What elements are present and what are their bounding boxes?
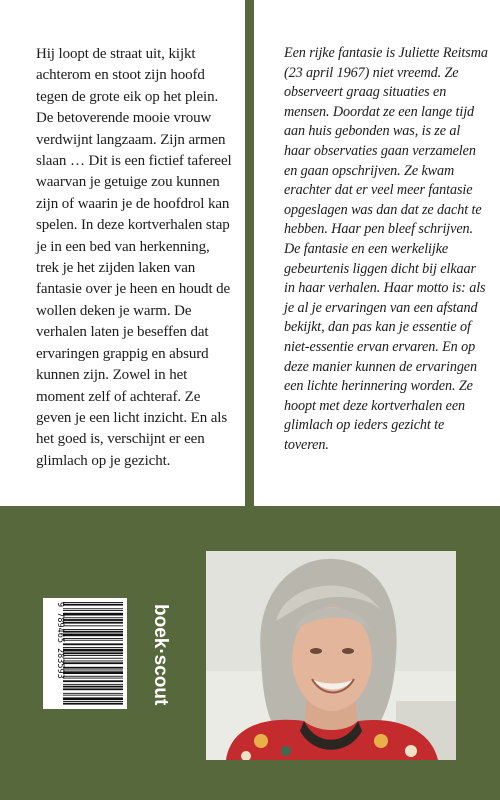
barcode-bar (63, 661, 123, 662)
barcode-bar (63, 671, 123, 674)
barcode-bar (63, 619, 123, 621)
barcode-bar (63, 643, 123, 645)
barcode-bars (63, 602, 123, 705)
barcode-bar (63, 662, 123, 664)
barcode-bar (63, 629, 123, 630)
barcode-bar (63, 613, 123, 616)
author-bio-panel (254, 0, 500, 506)
barcode-bar (63, 604, 123, 606)
barcode-bar (63, 684, 123, 685)
barcode-bar (63, 640, 123, 641)
barcode-bar (63, 602, 123, 603)
barcode-bar (63, 625, 123, 626)
blurb-panel (0, 0, 245, 506)
publisher-logo-text: boek·scout (150, 604, 171, 706)
barcode-bar (63, 638, 123, 639)
barcode-bar (63, 608, 123, 609)
barcode-bar (63, 658, 123, 659)
book-blurb: Hij loopt de straat uit, kijkt achterom en stoot zijn hoofd tegen de grote eik op het plein. De betoverende mooie vrouw verdwijnt langzaam. Zijn armen slaan … Dit is een fictief tafereel waarvan je getuige zou kunnen zijn of waarin je de hoofdrol kan spelen. In deze kortverhalen stap je in een bed van herkenning, trek je het zijden laken van fantasie over je heen en houdt de wollen deken je warm. De verhalen laten je beseffen dat ervaringen grappig en absurd kunnen zijn. Zowel in het moment zelf of achteraf. Ze geven je een licht inzicht. En als het goed is, verschijnt er een glimlach op je gezicht. (36, 46, 232, 469)
barcode-bar (63, 670, 123, 671)
barcode-bar (63, 693, 123, 694)
barcode-bar (63, 617, 123, 618)
barcode-bar (63, 667, 123, 669)
barcode-bar (63, 652, 123, 654)
barcode-bar (63, 634, 123, 637)
author-photo (206, 551, 456, 760)
isbn-barcode (43, 598, 127, 709)
barcode-bar (63, 655, 123, 656)
barcode-bar (63, 680, 123, 682)
barcode-bar (63, 649, 123, 652)
barcode-bar (63, 610, 123, 611)
barcode-bar (63, 695, 123, 696)
barcode-digits: 9 789465 283593 (55, 602, 65, 679)
publisher-logo (146, 602, 176, 720)
barcode-bar (63, 631, 123, 633)
barcode-bar (63, 701, 123, 702)
author-bio: Een rijke fantasie is Juliette Reitsma (23 april 1967) niet vreemd. Ze observeert graag situaties en mensen. Doordat ze een lange tijd aan huis gebonden was, is ze al haar observaties gaan verzamelen en gaan opschrijven. Ze kwam erachter dat er veel meer fantasie opgeslagen was dan dat ze dacht te hebben. Haar pen bleef schrijven. De fantasie en een werkelijke gebeurtenis liggen dicht bij elkaar in haar verhalen. Haar motto is: als je al je ervaringen van een afstand bekijkt, dan pas kan je essentie of niet-essentie ervan ervaren. En op deze manier kunnen de ervaringen een lichte herinnering worden. Ze hoopt met deze kortverhalen een glimlach op ieders gezicht te toveren. (284, 45, 488, 453)
barcode-bar (63, 697, 123, 700)
barcode-bar (63, 688, 123, 690)
barcode-bar (63, 678, 123, 679)
barcode-bar (63, 647, 123, 648)
barcode-bar (63, 622, 123, 624)
barcode-bar (63, 676, 123, 677)
barcode-bar (63, 686, 123, 688)
barcode-bar (63, 703, 123, 705)
